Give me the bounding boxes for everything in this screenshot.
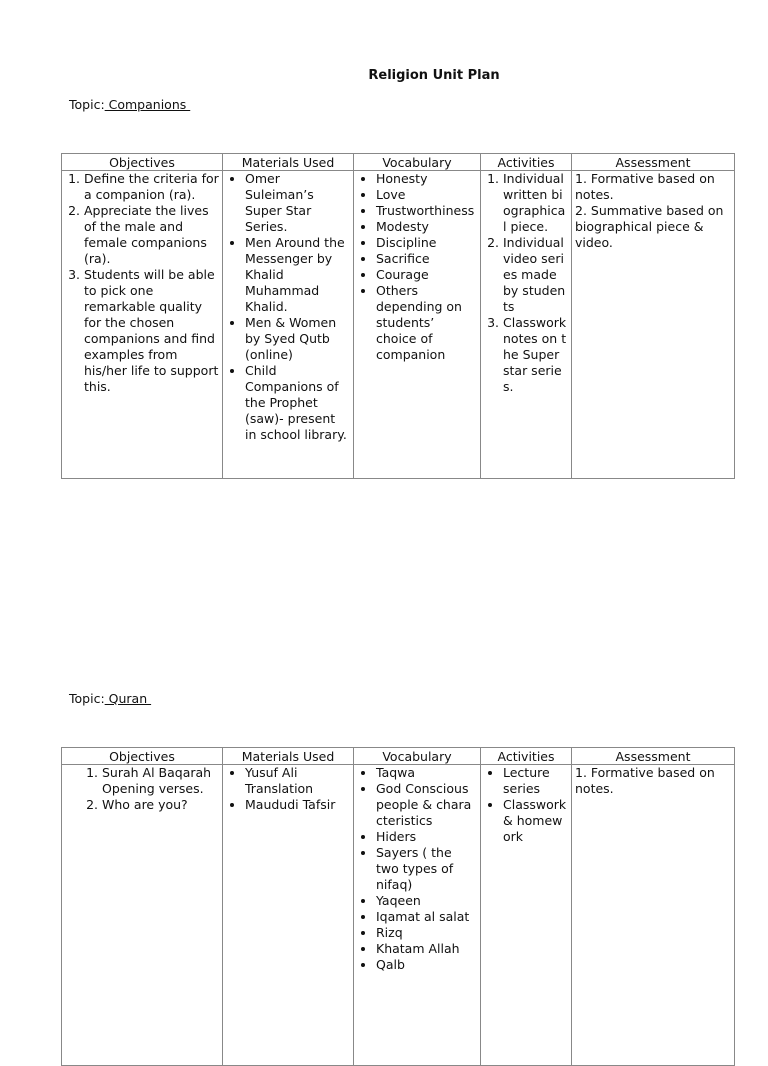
- activities-cell: [481, 765, 572, 1066]
- header-materials: Materials Used: [223, 748, 354, 765]
- list-item: • Sayers ( the two types of nifaq): [376, 845, 477, 893]
- list-item: • Trustworthiness: [376, 203, 477, 219]
- list-item: • Classwork & homework: [503, 797, 568, 845]
- unit-plan-table-companions: [61, 153, 735, 479]
- list-item: • Rizq: [376, 925, 477, 941]
- objectives-cell: [62, 765, 223, 1066]
- list-item: 2. Who are you?: [102, 797, 219, 813]
- list-item: • God Conscious people & characteristics: [376, 781, 477, 829]
- list-item: 2. Summative based on biographical piece & video.: [575, 203, 724, 250]
- activities-cell: [481, 171, 572, 479]
- list-item: • Khatam Allah: [376, 941, 477, 957]
- topic-value: Companions: [104, 97, 191, 112]
- list-item: • Maududi Tafsir: [245, 797, 350, 813]
- topic-label: Topic:: [69, 691, 105, 706]
- header-assessment: Assessment: [572, 154, 735, 171]
- unit-plan-table-quran: [61, 747, 735, 1066]
- list-item: 1. Surah Al Baqarah Opening verses.: [102, 765, 219, 797]
- assessment-cell: [572, 765, 735, 1066]
- header-vocabulary: Vocabulary: [354, 154, 481, 171]
- header-assessment: Assessment: [572, 748, 735, 765]
- list-item: • Sacrifice: [376, 251, 477, 267]
- topic-companions: [69, 97, 190, 112]
- table-header-row: [62, 154, 735, 171]
- header-materials: Materials Used: [223, 154, 354, 171]
- list-item: 1. Individual written biographical piece.: [503, 171, 568, 235]
- header-vocabulary: Vocabulary: [354, 748, 481, 765]
- list-item: • Qalb: [376, 957, 477, 973]
- table-row: [62, 171, 735, 479]
- list-item: • Men & Women by Syed Qutb (online): [245, 315, 350, 363]
- assessment-cell: [572, 171, 735, 479]
- vocabulary-cell: [354, 171, 481, 479]
- topic-quran: [69, 691, 151, 706]
- list-item: • Honesty: [376, 171, 477, 187]
- materials-cell: [223, 765, 354, 1066]
- header-objectives: Objectives: [62, 154, 223, 171]
- topic-label: Topic:: [69, 97, 105, 112]
- list-item: • Taqwa: [376, 765, 477, 781]
- table-row: [62, 765, 735, 1066]
- list-item: • Omer Suleiman’s Super Star Series.: [245, 171, 350, 235]
- table-header-row: [62, 748, 735, 765]
- list-item: • Modesty: [376, 219, 477, 235]
- objectives-cell: [62, 171, 223, 479]
- list-item: • Discipline: [376, 235, 477, 251]
- header-activities: Activities: [481, 154, 572, 171]
- list-item: 2. Individual video series made by students: [503, 235, 568, 315]
- topic-value: Quran: [104, 691, 152, 706]
- list-item: 3. Students will be able to pick one remarkable quality for the chosen companions and find examples from his/her life to support this.: [84, 267, 219, 395]
- list-item: 2. Appreciate the lives of the male and female companions (ra).: [84, 203, 219, 267]
- materials-cell: [223, 171, 354, 479]
- list-item: • Hiders: [376, 829, 477, 845]
- list-item: 3. Classwork notes on the Super star series.: [503, 315, 568, 395]
- list-item: • Love: [376, 187, 477, 203]
- list-item: • Courage: [376, 267, 477, 283]
- list-item: 1. Define the criteria for a companion (ra).: [84, 171, 219, 203]
- list-item: • Yaqeen: [376, 893, 477, 909]
- list-item: • Lecture series: [503, 765, 568, 797]
- list-item: • Others depending on students’ choice of companion: [376, 283, 477, 363]
- list-item: • Men Around the Messenger by Khalid Muhammad Khalid.: [245, 235, 350, 315]
- list-item: 1. Formative based on notes.: [575, 171, 715, 202]
- header-activities: Activities: [481, 748, 572, 765]
- vocabulary-cell: [354, 765, 481, 1066]
- list-item: • Iqamat al salat: [376, 909, 477, 925]
- list-item: • Child Companions of the Prophet (saw)- present in school library.: [245, 363, 350, 443]
- list-item: 1. Formative based on notes.: [575, 765, 715, 796]
- header-objectives: Objectives: [62, 748, 223, 765]
- list-item: • Yusuf Ali Translation: [245, 765, 350, 797]
- page-title: Religion Unit Plan: [368, 68, 500, 83]
